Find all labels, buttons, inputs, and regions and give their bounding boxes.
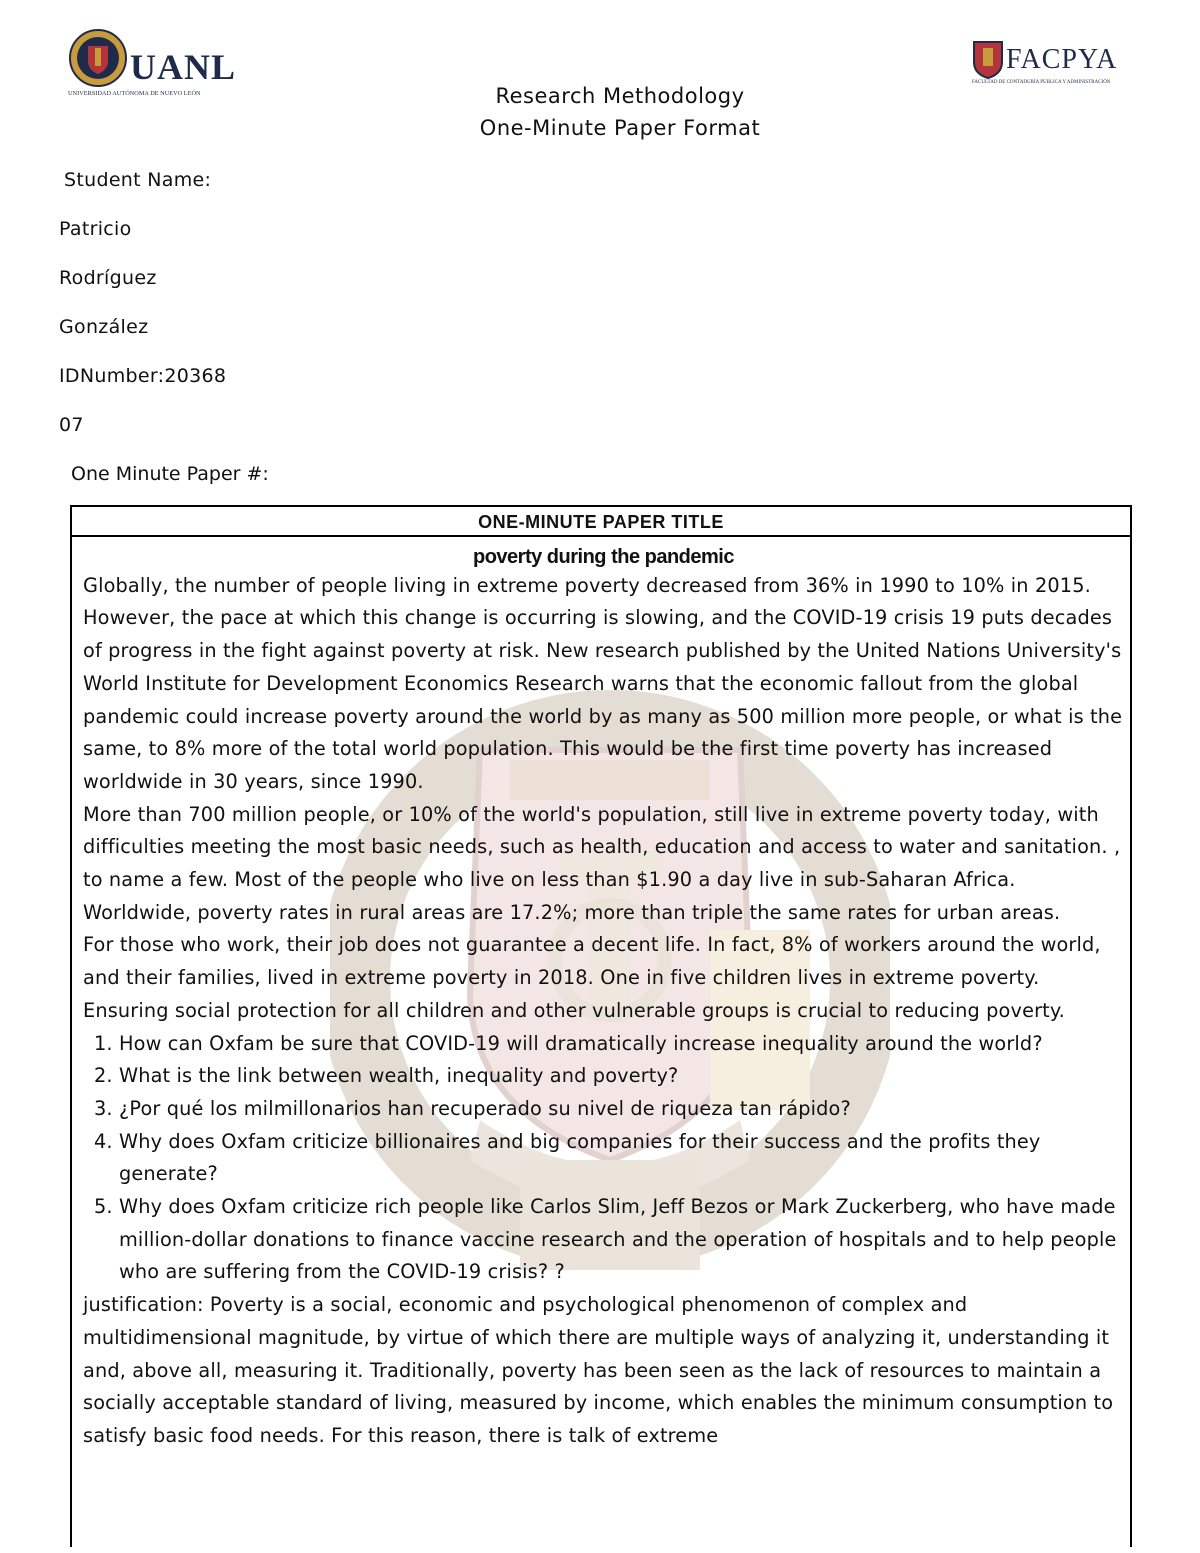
paper-table — [70, 505, 1132, 1547]
facpya-subtitle: FACULTAD DE CONTADURÍA PÚBLICA Y ADMINISTRACIÓN — [972, 80, 1111, 85]
format-title: One-Minute Paper Format — [479, 116, 761, 140]
question-item: 5. Why does Oxfam criticize rich people like Carlos Slim, Jeff Bezos or Mark Zuckerberg, who have made million-dollar donations to finance vaccine research and the operation of hospitals and to help people who are suffering from the COVID-19 crisis? ? — [119, 1191, 1124, 1289]
student-id: IDNumber:20368 — [59, 365, 227, 387]
student-name-label: Student Name: — [64, 169, 212, 191]
uanl-logo — [66, 26, 266, 106]
student-last-name-1: Rodríguez — [59, 267, 157, 289]
facpya-logo — [968, 34, 1138, 96]
question-item: 2. What is the link between wealth, inequality and poverty? — [119, 1060, 1124, 1093]
paragraph: For those who work, their job does not guarantee a decent life. In fact, 8% of workers around the world, and their families, lived in extreme poverty in 2018. One in five children lives in extreme poverty. Ensuring social protection for all children and other vulnerable groups is crucial to reducing poverty. — [83, 933, 1101, 1022]
paper-title: poverty during the pandemic — [473, 546, 734, 568]
document-title — [420, 80, 820, 144]
table-body — [72, 537, 1130, 1453]
facpya-wordmark: FACPYA — [1006, 44, 1118, 75]
paragraph: Globally, the number of people living in extreme poverty decreased from 36% in 1990 to 10% in 2015. However, the pace at which this change is occurring is slowing, and the COVID-19 crisis 19 puts decades of progress in the fight against poverty at risk. New research published by the United Nations University's World Institute for Development Economics Research warns that the economic fallout from the global pandemic could increase poverty around the world by as many as 500 million more people, or what is the same, to 8% more of the total world population. This would be the first time poverty has increased worldwide in 30 years, since 1990. — [83, 573, 1123, 793]
question-item: 3. ¿Por qué los milmillonarios han recuperado su nivel de riqueza tan rápido? — [119, 1093, 1124, 1126]
student-last-name-2: González — [59, 316, 149, 338]
facpya-shield-icon — [972, 38, 1004, 80]
uanl-shield-icon — [68, 28, 128, 88]
course-title: Research Methodology — [495, 84, 745, 108]
paragraph: More than 700 million people, or 10% of the world's population, still live in extreme poverty today, with difficulties meeting the most basic needs, such as health, education and access to water and sanitation. , to name a few. Most of the people who live on less than $1.90 a day live in sub-Saharan Africa. Worldwide, poverty rates in rural areas are 17.2%; more than triple the same rates for urban areas. — [83, 802, 1121, 924]
student-first-name: Patricio — [59, 218, 132, 240]
paper-number-label: One Minute Paper #: — [71, 463, 269, 485]
uanl-wordmark: UANL — [130, 47, 237, 87]
justification-paragraph: justification: Poverty is a social, economic and psychological phenomenon of complex and multidimensional magnitude, by virtue of which there are multiple ways of analyzing it, understanding it and, above all, measuring it. Traditionally, poverty has been seen as the lack of resources to maintain a socially acceptable standard of living, measured by income, which enables the minimum consumption to satisfy basic food needs. For this reason, there is talk of extreme — [83, 1293, 1114, 1447]
student-id-continued: 07 — [59, 414, 84, 436]
question-item: 4. Why does Oxfam criticize billionaires and big companies for their success and the profits they generate? — [119, 1126, 1124, 1191]
table-header: ONE-MINUTE PAPER TITLE — [72, 507, 1130, 537]
question-item: 1. How can Oxfam be sure that COVID-19 will dramatically increase inequality around the world? — [119, 1028, 1124, 1061]
questions-list — [83, 1028, 1124, 1290]
uanl-subtitle: UNIVERSIDAD AUTÓNOMA DE NUEVO LEÓN — [68, 90, 201, 97]
